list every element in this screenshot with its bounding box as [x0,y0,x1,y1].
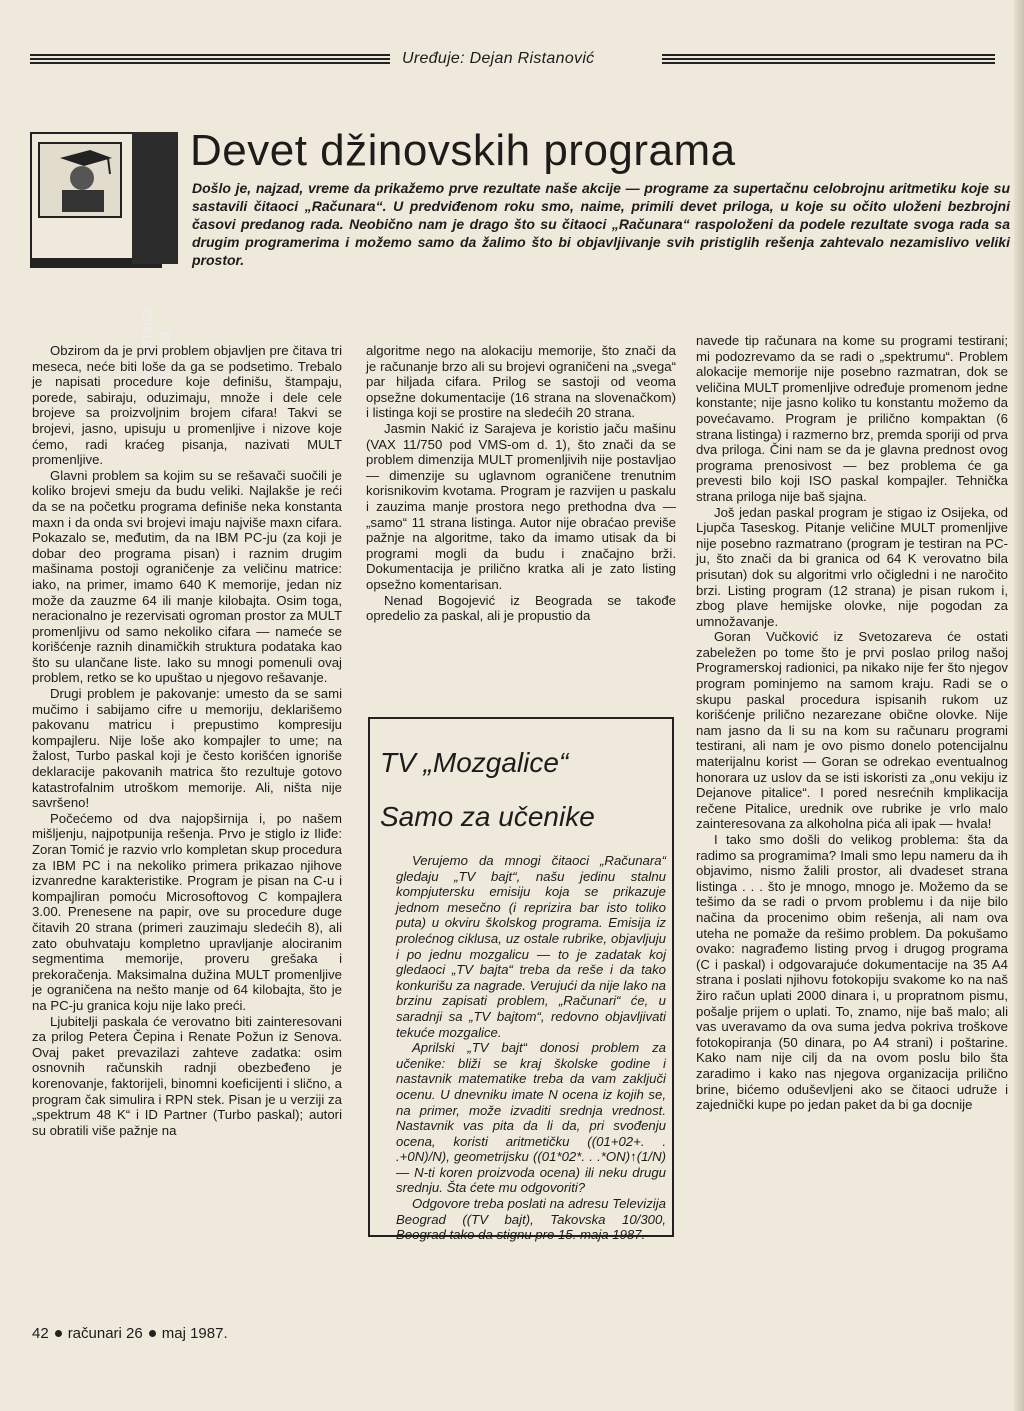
column-3 [696,333,1008,1113]
paragraph: navede tip računara na kome su programi testirani; mi podozrevamo da se radi o „spektrumu“. Problem alokacije memorije nije posebno razmatran, dok se veličina MULT promenljive određuje promenom jedne konstante; nije jasno koliko tu konstantu možemo da povećavamo. Program je prilično kompaktan (6 strana listinga) i razmerno brz, premda sporiji od prva dva priloga. Čini nam se da je glavna prednost ovog programa prenosivost — bez problema će ga prevesti bilo koji ISO paskal kompajler. Tehnička strana priloga nije baš sjajna. [696,333,1008,504]
paragraph: Počećemo od dva najopširnija i, po našem mišljenju, najpotpunija rešenja. Prvo je stiglo iz Iliđe: Zoran Tomić je razvio vrlo kompletan skup procedura za IBM PC i na nekoliko primera prikazao njihove izvanredne karakteristike. Program je pisan na C-u i kompajliran pomoću Microsoftovog C kompajlera 3.00. Prenesene na papir, ove su procedure duge čitavih 20 strana (primeri zauzimaju sledećih 8), ali zato obuhvataju kompletno upravljanje alociranim segmentima memorije, proveru grešaka i prekoračenja. Maksimalna dužina MULT promenljive je ograničena na nešto manje od 64 kilobajta, što je na PC-ju granica koju nije lako preći. [32,810,342,1013]
rubric-label: Programska radionica [137,308,174,400]
bullet-icon [149,1330,156,1337]
column-1 [32,343,342,1138]
sidebar-box [368,717,674,1243]
graduate-icon [40,144,120,216]
paragraph: Obzirom da je prvi problem objavljen pre čitava tri meseca, neće biti loše da ga se podsetimo. Trebalo je napisati procedure koje definišu, štampaju, porede, sabiraju, oduzimaju, množe i dele cele brojeve sa proizvoljnim brojem cifara! Takvi se brojevi, jasno, upisuju u promenljive i nizove koje ćemo, radi kraćeg pisanja, nazivati MULT promenljive. [32,343,342,468]
page-edge [1014,0,1024,1411]
paragraph: Još jedan paskal program je stigao iz Osijeka, od Ljupča Taseskog. Pitanje veličine MULT promenljive nije posebno razmatrano (program je testiran na PC-ju, što znači da bi granica od 64 K verovatno bila prisutan) dok su algoritmi vrlo očigledni i ne naročito brzi. Listing program (12 strana) je pisan rukom i, zbog plave hemijske olovke, nije pogodan za umnožavanje. [696,504,1008,629]
paragraph: Goran Vučković iz Svetozareva će ostati zabeležen po tome što je prvi poslao prilog našoj Programerskoj radionici, pa nikako nije fer što njegov program pominjemo na samom kraju. Radi se o skupu paskal procedura ispisanih rukom uz korišćenje prilično nezarezane obične olovke. Nije nam jasno da li su na kom su računaru programi testirani, ali nam je ovo pismo donelo potencijalnu materijalnu korist — Goran se odrekao eventualnog honorara uz uslov da se isti iskoristi za „onu vekiju iz Dejanove pitalice“. I pored nesrećnih kmplikacija rečene Pitalice, urednik ove rubrike je vrlo malo zainteresovana za alkoholna pića ali ipak — hvala! [696,629,1008,832]
sidebar-paragraph: Odgovore treba poslati na adresu Televizija Beograd ((TV bajt), Takovska 10/300, Beograd tako da stignu pre 15. maja 1987. [396,1196,666,1243]
article-lead: Došlo je, najzad, vreme da prikažemo prve rezultate naše akcije — programe za supertačnu celobrojnu aritmetiku koje su sastavili čitaoci „Računara“. U predviđenom roku smo, naime, primili devet priloga, u koje su očito uloženi bezbrojni časovi predanog rada. Neobično nam je drago što su čitaoci „Računara“ raspoloženi da podele rezultate svoga rada sa drugim programerima i možemo samo da žalimo što bi objavljivanje svih pristiglih rešenja zahtevalo nezamislivo veliki prostor. [192,180,1010,268]
sidebar-subheading: Samo za učenike [380,801,595,832]
paragraph: I tako smo došli do velikog problema: šta da radimo sa programima? Imali smo lepu nameru da ih objavimo, nismo žalili prostor, ali dvadeset strana listinga . . . što je mnogo, mnogo je. Možemo da se tešimo da se radi o prvom problemu i da nije bilo načina da procenimo obim rešenja, ali nam ova uteha ne pomaže da rešimo problem. Da pokušamo ovako: nagrađemo listing prvog i drugog programa (C i paskal) i odgovarajuće dokumentacije na 35 A4 strana i poslati njihovu fotokopiju svakome ko na naš žiro račun uplati 2000 dinara i, u propratnom pismu, pošalje prijem o uplati. To, znamo, nije baš malo; ali vas uveravamo da ova suma jedva pokriva troškove fotokopiranja (50 dinara, po A4 strani) i poštarine. Kako nam nije cilj da na ovom poslu bilo šta zaradimo i kako nas njegova organizacija prilično brine, bićemo oduševljeni ako se čitaoci udruže i zajednički kupe po jedan paket da bi ga docnije [696,832,1008,1113]
paragraph: algoritme nego na alokaciju memorije, što znači da je računanje brzo ali su brojevi ograničeni na „svega“ par hiljada cifara. Prilog se sastoji od veoma opsežne dokumentacije (16 strana na slovenačkom) i listinga koji se prostire na sledećih 20 strana. [366,343,676,421]
sidebar-paragraph: Verujemo da mnogi čitaoci „Računara“ gledaju „TV bajt“, našu jedinu stalnu kompjutersku emisiju koja se prikazuje jednom mesečno (i reprizira bar isto toliko puta) u okviru školskog programa. Emisija iz prolećnog ciklusa, uz ostale rubrike, objavljuju i po jednu mozgalicu — to je zadatak koj gledaoci „TV bajta“ treba da reše i da tako konkurišu za nagrade. Verujući da nije lako na brzinu zapisati problem, „Računari“ će, u saradnji sa „TV bajtom“, redovno objavljivati tekuće mozgalice. [396,853,666,1040]
bullet-icon [55,1330,62,1337]
paragraph: Drugi problem je pakovanje: umesto da se sami mučimo i sabijamo cifre u memoriju, deklarišemo pakovanu matricu i prepustimo kompresiju kompajleru. Nije loše ako kompajler to ume; na žalost, Turbo paskal koji je često korišćen ignoriše deklaracije pakovanih matrica što rezultuje gotovo katastrofalnim utroškom memorije. Ali, ništa nije savršeno! [32,686,342,811]
paragraph: Ljubitelji paskala će verovatno biti zainteresovani za prilog Petera Čepina i Renate Požun iz Senova. Ovaj paket prevazilazi zahteve zadatka: osim osnovnih računskih radnji obezbeđeno je korenovanje, faktorijeli, binomni koeficijenti i slično, a program čak simulira i RPN stek. Pisan je u verziji za „spektrum 48 K“ i ID Partner (Turbo paskal); autori su obratili više pažnje na [32,1013,342,1138]
sidebar-paragraph: Aprilski „TV bajt“ donosi problem za učenike: bliži se kraj školske godine i nastavnik matematike treba da vam zaključi ocenu. U dnevniku imate N ocena iz kojih se, na primer, može izvaditi srednja vrednost. Nastavnik vas pita da li da, pri svođenju ocena, koristi aritmetičku ((01+02+. . .+0N)/N), geometrijsku ((01*02*. . .*ON)↑(1/N) — N-ti koren proizvoda ocena) ili neku drugu srednju. Šta ćete mu odgovoriti? [396,1040,666,1196]
paragraph: Glavni problem sa kojim su se rešavači suočili je koliko brojevi smeju da budu veliki. Najlakše je reći da se na početku programa definiše neka konstanta maxn i da onda svi brojevi imaju najviše maxn cifara. Pokazalo se, međutim, da na IBM PC-ju (za koji je dobar deo programa pisan) i raznim drugim mašinama postoji ograničenje za veličinu matrice: iako, na primer, imamo 640 K memorije, jedan niz može da zauzme 64 ili manje kilobajta. Osim toga, neracionalno je rezervisati ogroman prostor za MULT promenljivu od samo nekoliko cifara — nameće se korišćenje raznih dinamičkih struktura podataka kao što su ulančane liste. Iako su mnogi pomenuli ovaj problem, retko se ko upuštao u njegovo rešavanje. [32,467,342,686]
article-title: Devet džinovskih programa [190,126,736,175]
header-rule-left [30,54,390,66]
magazine-issue: računari 26 [67,1325,143,1342]
computer-screen [38,142,122,218]
editor-header [30,50,995,70]
column-2 [366,343,676,624]
editor-credit: Uređuje: Dejan Ristanović [402,50,595,67]
header-rule-right [662,54,995,66]
rubric-band [132,132,178,264]
paragraph: Jasmin Nakić iz Sarajeva je koristio jaču mašinu (VAX 11/750 pod VMS-om d. 1), što znači da se problem dimenzija MULT promenljivih nije postavljao — dimenzije su uglavnom ograničene trenutnim korisnikovim kvotama. Program je razvijen u paskalu i zauzima manje prostora nego prethodna dva — „samo“ 11 strana listinga. Autor nije obraćao previše pažnje na algoritme, tako da imamo utisak da bi programi mogli da budu i značajno brži. Dokumentacija je prilično kratka ali je zato listing opsežno komentarisan. [366,420,676,592]
sidebar-heading: TV „Mozgalice“ [380,747,569,778]
page-number: 42 [32,1325,49,1342]
paragraph: Nenad Bogojević iz Beograda se takođe opredelio za paskal, ali je propustio da [366,592,676,624]
page-footer [32,1325,228,1342]
sidebar-body [396,853,666,1243]
rubric-logo [30,132,178,270]
issue-date: maj 1987. [161,1325,228,1342]
